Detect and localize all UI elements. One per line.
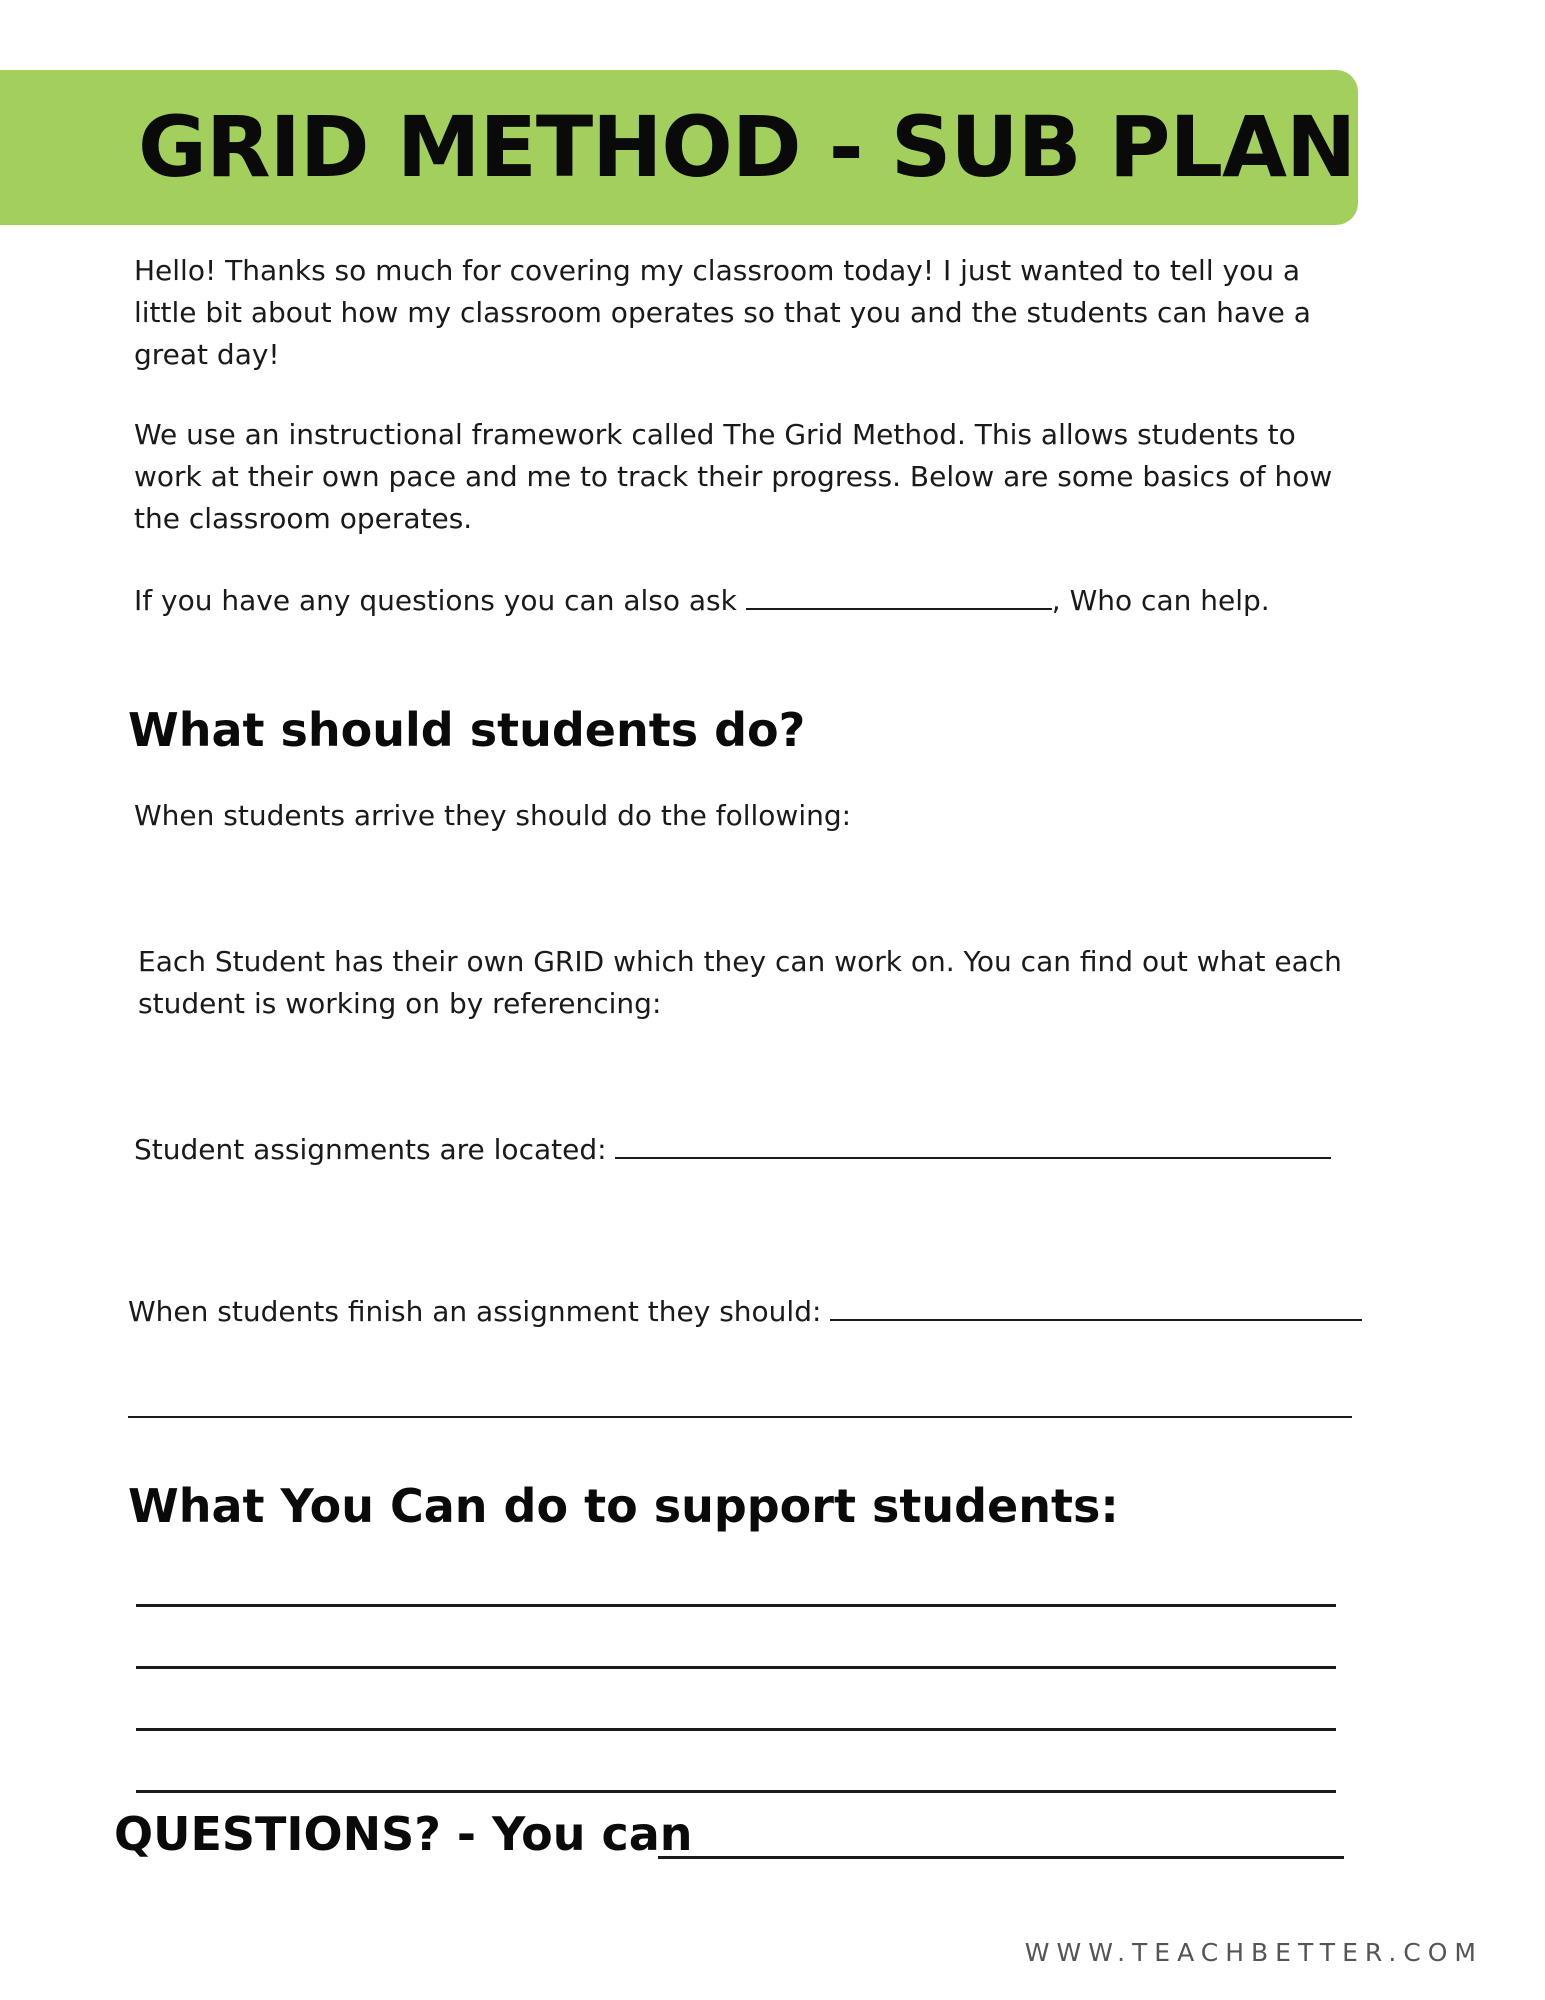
support-line-2[interactable] [136,1666,1336,1669]
support-line-3[interactable] [136,1728,1336,1731]
website-url: WWW.TEACHBETTER.COM [1024,1938,1483,1967]
finish-assignment-blank[interactable] [830,1289,1362,1321]
support-line-4[interactable] [136,1790,1336,1793]
questions-suffix: , Who can help. [1051,584,1270,617]
questions-prefix: If you have any questions you can also ask [134,584,737,617]
assignments-label: Student assignments are located: [134,1133,607,1166]
students-section-heading: What should students do? [128,703,806,757]
finish-label: When students finish an assignment they should: [128,1295,822,1328]
grid-instructions: Each Student has their own GRID which they can work on. You can find out what each student is working on by referencing: [138,945,1342,1020]
page-title: GRID METHOD - SUB PLAN [138,98,1356,196]
finish-assignment-extra-line[interactable] [128,1416,1352,1418]
helper-name-blank[interactable] [746,578,1052,610]
assignments-location-blank[interactable] [615,1127,1331,1159]
questions-contact-blank[interactable] [658,1856,1344,1859]
support-line-1[interactable] [136,1604,1336,1607]
support-section-heading: What You Can do to support students: [128,1479,1119,1533]
questions-footer-label: QUESTIONS? - You can [114,1807,693,1861]
intro-framework: We use an instructional framework called The Grid Method. This allows students to work at their own pace and me to track their progress. Below are some basics of how the classroom operates. [134,418,1333,535]
arrive-instructions: When students arrive they should do the following: [134,799,852,832]
assignments-location-line [134,1127,1374,1171]
intro-greeting: Hello! Thanks so much for covering my classroom today! I just wanted to tell you a little bit about how my classroom operates so that you and the students can have a great day! [134,254,1311,371]
intro-questions-line [134,578,1349,622]
finish-assignment-line [128,1289,1388,1333]
